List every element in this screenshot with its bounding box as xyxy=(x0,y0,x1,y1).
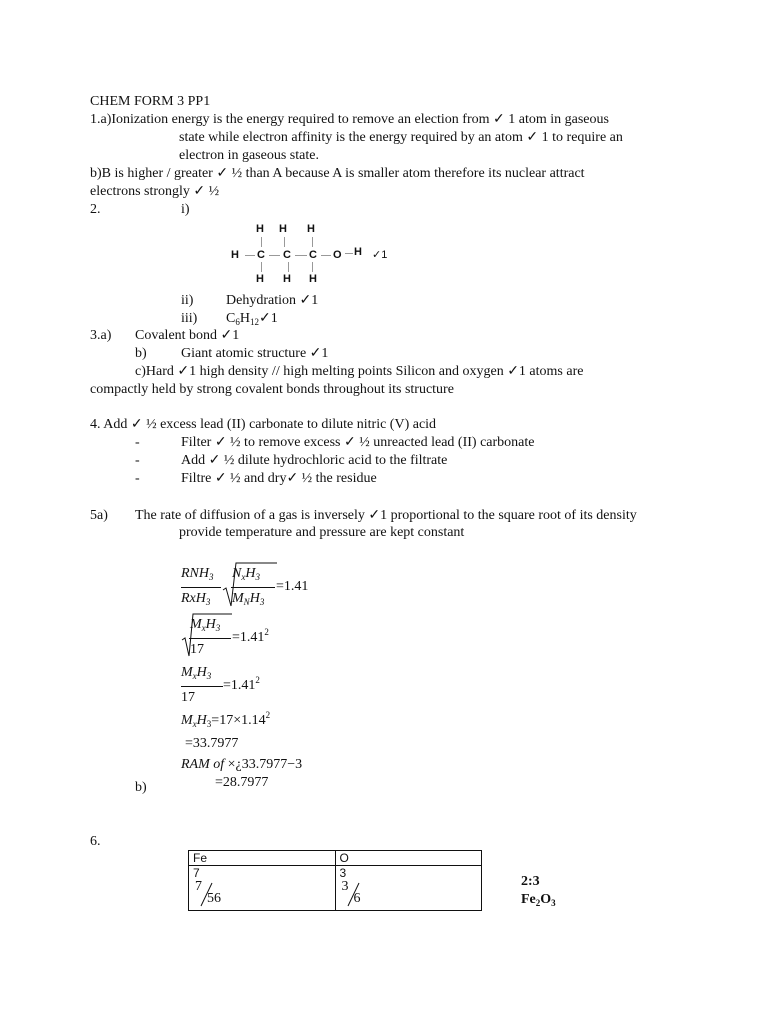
q2-part-ii-text: Dehydration ✓1 xyxy=(226,293,319,308)
fe-frac-den: 56 xyxy=(207,891,221,906)
formula-fe-sub: 2 xyxy=(535,898,541,908)
eq3-rhs xyxy=(223,677,260,695)
eq1-rad-m-sub2: 3 xyxy=(259,597,265,607)
struct-mid-h-end: H xyxy=(354,246,362,258)
eq1-rad-n-sub2: 3 xyxy=(255,572,260,582)
formula-o-sub: 3 xyxy=(551,898,556,908)
eq2-rhs-sup: 2 xyxy=(264,627,269,637)
eq2-h: H xyxy=(205,617,216,632)
struct-mid-h: H xyxy=(231,249,239,261)
page-title: CHEM FORM 3 PP1 xyxy=(90,94,211,109)
eq2-m: M xyxy=(190,617,202,632)
struct-mid-o: O xyxy=(333,249,342,261)
eq2-rhs-text: =1.41 xyxy=(232,630,265,645)
q3-c-line2: compactly held by strong covalent bonds throughout its structure xyxy=(90,382,454,397)
q3-a-label: 3.a) xyxy=(90,328,112,343)
eq6-ram-of: RAM of xyxy=(181,757,225,772)
eq2-rhs xyxy=(232,629,269,647)
eq3-h-sub: 3 xyxy=(206,671,212,681)
q2-part-i-label: i) xyxy=(181,202,190,217)
equation-5: =33.7977 xyxy=(185,736,239,751)
table-cell-o-values xyxy=(335,866,482,911)
eq1-rad-m-h: H xyxy=(249,591,260,606)
eq1-numerator xyxy=(181,565,214,583)
o-fraction xyxy=(340,880,478,908)
fe-mass: 7 xyxy=(193,866,200,880)
q2-number: 2. xyxy=(90,202,101,217)
eq3-rhs-sup: 2 xyxy=(255,675,260,685)
eq4-rhs-sup: 2 xyxy=(265,710,271,720)
q4-bullet2-dash: - xyxy=(135,453,140,468)
eq3-m: M xyxy=(181,665,193,680)
eq3-rhs-text: =1.41 xyxy=(223,678,256,693)
struct-top-h2: H xyxy=(279,223,287,235)
formula-fe: Fe xyxy=(521,892,536,907)
struct-bot-h3: H xyxy=(309,273,317,285)
q1-b-line1: b)B is higher / greater ✓ ½ than A because A is smaller atom therefore its nuclear attract xyxy=(90,166,585,181)
formula-h: H xyxy=(239,311,250,326)
eq1-denominator xyxy=(181,590,210,608)
eq3-m-sub: x xyxy=(192,671,197,681)
eq1-den-sub: 3 xyxy=(205,597,211,607)
q1-a-line2: state while electron affinity is the energy required by an atom ✓ 1 to require an xyxy=(179,130,623,145)
eq3-denominator: 17 xyxy=(181,690,195,705)
eq3-h: H xyxy=(196,665,207,680)
q2-part-ii-label: ii) xyxy=(181,293,194,308)
eq1-rad-n-sub: x xyxy=(241,572,246,582)
eq1-rad-n: N xyxy=(232,566,242,581)
struct-top-h1: H xyxy=(256,223,264,235)
equation-7: =28.7977 xyxy=(215,775,269,790)
q4-bullet2: Add ✓ ½ dilute hydrochloric acid to the filtrate xyxy=(181,453,448,468)
equation-6 xyxy=(181,756,302,774)
eq1-rad-m: M xyxy=(232,591,244,606)
o-frac-den: 6 xyxy=(353,891,361,906)
formula-c-sub: 6 xyxy=(235,317,240,327)
eq4-rhs: =17×1.14 xyxy=(211,713,266,728)
eq6-expression: ×¿33.7977−3 xyxy=(224,757,303,772)
struct-mid-c1: C xyxy=(257,249,265,261)
eq1-num-sub: 3 xyxy=(209,572,214,582)
struct-mid-c2: C xyxy=(283,249,291,261)
q4-bullet3: Filtre ✓ ½ and dry✓ ½ the residue xyxy=(181,471,377,486)
q4-bullet1-dash: - xyxy=(135,435,140,450)
eq1-rad-n-h: H xyxy=(245,566,256,581)
formula-c: C xyxy=(226,311,236,326)
q4-bullet1: Filter ✓ ½ to remove excess ✓ ½ unreacted lead (II) carbonate xyxy=(181,435,535,450)
eq1-num-text: RNH xyxy=(181,566,209,581)
fe-frac-num: 7 xyxy=(195,879,202,894)
formula-h-sub: 12 xyxy=(249,317,259,327)
q2-part-iii-label: iii) xyxy=(181,311,198,326)
equation-4 xyxy=(181,712,270,730)
eq1-rad-denominator xyxy=(232,590,264,608)
q5-a-label: 5a) xyxy=(90,508,108,523)
q5-a-line1: The rate of diffusion of a gas is inversely ✓1 proportional to the square root of its density xyxy=(135,508,637,523)
table-header-o: O xyxy=(335,851,482,866)
q5-a-line2: provide temperature and pressure are kept constant xyxy=(179,525,465,540)
eq2-rad-denominator: 17 xyxy=(190,642,204,657)
eq2-rad-numerator xyxy=(190,616,220,634)
eq4-h: H xyxy=(196,713,207,728)
q4-bullet3-dash: - xyxy=(135,471,140,486)
q2-part-iii-formula xyxy=(226,310,278,328)
eq2-h-sub: 3 xyxy=(215,623,221,633)
o-frac-num: 3 xyxy=(341,879,349,894)
q3-c-line1: c)Hard ✓1 high density // high melting points Silicon and oxygen ✓1 atoms are xyxy=(135,364,584,379)
table-row xyxy=(189,866,482,911)
eq4-m: M xyxy=(181,713,193,728)
q1-b-line2: electrons strongly ✓ ½ xyxy=(90,184,220,199)
q4-line1: 4. Add ✓ ½ excess lead (II) carbonate to dilute nitric (V) acid xyxy=(90,417,437,432)
eq1-rad-m-sub: N xyxy=(243,597,250,607)
eq4-m-sub: x xyxy=(192,719,197,729)
q5-b-label: b) xyxy=(135,780,147,795)
table-header-fe: Fe xyxy=(189,851,336,866)
struct-checkmark: ✓1 xyxy=(372,249,388,261)
q3-a-text: Covalent bond ✓1 xyxy=(135,328,240,343)
q1-a-line1: 1.a)Ionization energy is the energy required to remove an election from ✓ 1 atom in gaseous xyxy=(90,112,609,127)
fe-fraction xyxy=(193,880,331,908)
eq2-m-sub: x xyxy=(201,623,206,633)
q6-number: 6. xyxy=(90,834,101,849)
q3-b-text: Giant atomic structure ✓1 xyxy=(181,346,329,361)
formula-mark: ✓1 xyxy=(258,311,278,326)
mole-ratio-table xyxy=(188,850,482,911)
table-cell-fe-values xyxy=(189,866,336,911)
q6-formula xyxy=(521,891,556,909)
struct-bot-h1: H xyxy=(256,273,264,285)
eq1-rhs: =1.41 xyxy=(276,579,309,594)
struct-bot-h2: H xyxy=(283,273,291,285)
table-row xyxy=(189,851,482,866)
q3-b-label: b) xyxy=(135,346,147,361)
eq4-h-sub: 3 xyxy=(206,719,212,729)
q6-ratio: 2:3 xyxy=(521,874,540,889)
eq3-numerator xyxy=(181,664,211,682)
eq1-rad-numerator xyxy=(232,565,260,583)
struct-top-h3: H xyxy=(307,223,315,235)
formula-o: O xyxy=(540,892,552,907)
eq1-den-text: RxH xyxy=(181,591,206,606)
q1-a-line3: electron in gaseous state. xyxy=(179,148,319,163)
o-mass: 3 xyxy=(339,866,347,880)
struct-mid-c3: C xyxy=(309,249,317,261)
